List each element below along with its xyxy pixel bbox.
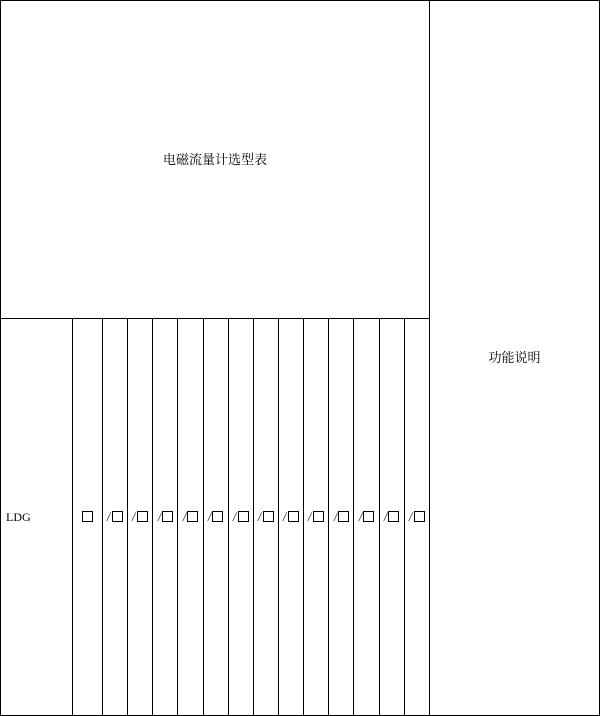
code-box-icon (288, 511, 299, 522)
code-slot-cell-8 (278, 318, 303, 715)
slash-icon: / (206, 509, 213, 525)
slash-icon: / (332, 509, 339, 525)
slash-icon: / (106, 509, 112, 525)
slash-icon: / (282, 509, 288, 525)
code-box-icon (162, 511, 173, 522)
code-box-icon (414, 511, 425, 522)
code-box-icon (212, 511, 223, 522)
slash-icon: / (131, 509, 138, 525)
code-box-icon (137, 511, 148, 522)
slash-icon: / (231, 509, 238, 525)
code-slot-cell-9 (304, 318, 329, 715)
model-code-prefix: LDG (1, 318, 73, 715)
slash-icon: / (156, 509, 163, 525)
model-code-box-cell (73, 318, 103, 715)
code-slot-cell-5 (203, 318, 228, 715)
code-slot-cell-13 (404, 318, 429, 715)
slash-icon: / (408, 509, 414, 525)
function-column-header: 功能说明 (430, 1, 600, 716)
code-slot-cell-11 (354, 318, 379, 715)
code-slot-cell-4 (178, 318, 203, 715)
code-slot-cell-3 (153, 318, 178, 715)
page-title: 电磁流量计选型表 (1, 1, 430, 319)
title-row (1, 1, 600, 319)
slash-icon: / (257, 509, 263, 525)
code-box-icon (313, 511, 324, 522)
code-box-icon (363, 511, 374, 522)
code-box-icon (338, 511, 349, 522)
code-box-icon (112, 511, 123, 522)
code-slot-cell-10 (329, 318, 354, 715)
code-slot-cell-12 (379, 318, 404, 715)
code-box-icon (187, 511, 198, 522)
code-slot-cell-7 (253, 318, 278, 715)
code-slot-cell-2 (128, 318, 153, 715)
code-box-icon (263, 511, 274, 522)
slash-icon: / (382, 509, 389, 525)
code-slot-cell-6 (228, 318, 253, 715)
slash-icon: / (181, 509, 188, 525)
code-box-icon (82, 511, 93, 522)
slash-icon: / (307, 509, 314, 525)
slash-icon: / (357, 509, 364, 525)
code-slot-cell-1 (103, 318, 128, 715)
code-box-icon (388, 511, 399, 522)
code-box-icon (238, 511, 249, 522)
